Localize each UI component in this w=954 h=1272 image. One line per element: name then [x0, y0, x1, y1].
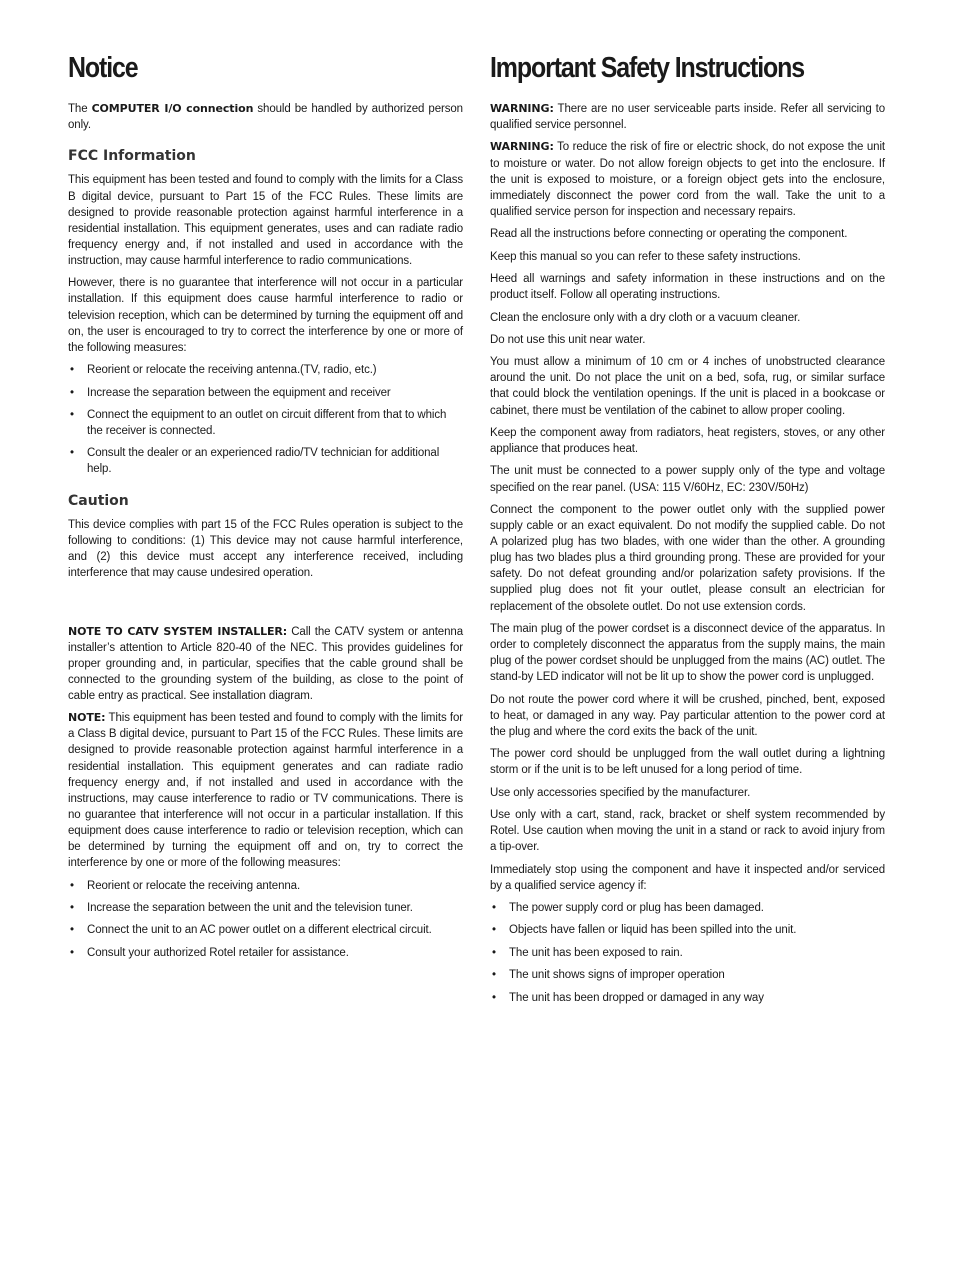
safety-paragraph: You must allow a minimum of 10 cm or 4 inches of unobstructed clearance around the unit. Do not place the unit on a bed, sofa, rug, or similar surface that could block the ventilation openings. If the unit is placed in a bookcase or cabinet, there must be ventilation of the cabinet to allow proper cooling. [490, 356, 885, 417]
safety-paragraph: Heed all warnings and safety information in these instructions and on the product itself. Follow all operating instructions. [490, 273, 885, 302]
warning-label: WARNING: [490, 102, 554, 115]
catv-note [68, 624, 463, 704]
note-bullet: • Increase the separation between the unit and the television tuner. [68, 900, 463, 916]
warning-text: There are no user serviceable parts inside. Refer all servicing to qualified service personnel. [490, 103, 885, 132]
safety-paragraph: Do not use this unit near water. [490, 333, 646, 346]
notice-title: Notice [68, 52, 138, 84]
fcc-bullet: • Consult the dealer or an experienced radio/TV technician for additional help. [68, 445, 463, 477]
warning-service [490, 101, 885, 133]
safety-paragraph: Use only with a cart, stand, rack, bracket or shelf system recommended by Rotel. Use caution when moving the unit in a stand or rack to avoid injury from a tip-over. [490, 809, 885, 854]
safety-paragraph: Immediately stop using the component and have it inspected and/or serviced by a qualified service agency if: [490, 863, 885, 892]
safety-bullet: • The unit shows signs of improper operation [490, 967, 885, 983]
note-bullet: • Connect the unit to an AC power outlet on a different electrical circuit. [68, 922, 463, 938]
safety-paragraph: Read all the instructions before connecting or operating the component. [490, 228, 848, 241]
caution-paragraph: This device complies with part 15 of the FCC Rules operation is subject to the following to conditions: (1) This device may not cause harmful interference, and (2) this device must accept any interference received, including interference that may cause undesired operation. [68, 518, 463, 580]
fcc-bullet: • Connect the equipment to an outlet on circuit different from that to which the receiver is connected. [68, 407, 463, 439]
fcc-note [68, 710, 463, 871]
fcc-note-text: This equipment has been tested and found to comply with the limits for a Class B digital device, pursuant to Part 15 of the FCC Rules. These limits are designed to provide reasonable protection against harmful interference in a residential installation. This equipment generates and can radiate radio frequency energy and, if not installed and used in accordance with the instructions, may cause interference to radio or TV communications. There is no guarantee that interference will not occur in a particular installation. If this equipment does cause interference to radio or television reception, which can be determined by turning the equipment off and on, try to correct the interference by one or more of the following measures: [68, 712, 463, 870]
intro-bold: COMPUTER I/O connection [91, 102, 254, 115]
safety-paragraph: Connect the component to the power outlet only with the supplied power supply cable or an exact equivalent. Do not modify the supplied cable. Do not A polarized plug has two blades, with one wider than the other. A grounding plug has two blades plus a third grounding prong. These are provided for your safety. Do not defeat grounding and/or polarization safety provisions. If the supplied plug does not fit your outlet, please consult an electrician for replacement of the obsolete outlet. Do not use extension cords. [490, 503, 885, 613]
notice-column [68, 50, 463, 967]
catv-note-label: NOTE TO CATV SYSTEM INSTALLER: [68, 624, 288, 638]
safety-paragraph: The power cord should be unplugged from the wall outlet during a lightning storm or if the unit is to be left unused for a long period of time. [490, 748, 885, 777]
notice-intro [68, 101, 463, 133]
fcc-bullet: • Reorient or relocate the receiving antenna.(TV, radio, etc.) [68, 362, 463, 378]
caution-heading: Caution [68, 492, 129, 509]
safety-paragraph: Clean the enclosure only with a dry cloth or a vacuum cleaner. [490, 311, 801, 324]
note-bullet: • Reorient or relocate the receiving antenna. [68, 878, 463, 894]
fcc-bullet: • Increase the separation between the equipment and receiver [68, 385, 463, 401]
warning-label: WARNING: [490, 140, 554, 154]
safety-paragraph: The unit must be connected to a power supply only of the type and voltage specified on the rear panel. (USA: 115 V/60Hz, EC: 230V/50Hz) [490, 465, 885, 494]
fcc-bullet-list [68, 362, 463, 477]
fcc-paragraph-1: This equipment has been tested and found to comply with the limits for a Class B digital device, pursuant to Part 15 of the FCC Rules. These limits are designed to provide reasonable protection against harmful interference in a residential installation. This equipment generates, uses and can radiate radio frequency energy and, if not installed and used in accordance with the instruction, may cause harmful interference to radio communications. [68, 174, 463, 267]
fcc-heading: FCC Information [68, 148, 196, 165]
fcc-note-label: NOTE: [68, 711, 106, 725]
safety-bullet: • Objects have fallen or liquid has been spilled into the unit. [490, 922, 885, 938]
note-bullet: • Consult your authorized Rotel retailer for assistance. [68, 945, 463, 961]
catv-note-text: Call the CATV system or antenna installer’s attention to Article 820-40 of the NEC. This provides guidelines for proper grounding and, in particular, specifies that the cable ground shall be connected to the grounding system of the building, as close to the point of cable entry as practical. See installation diagram. [68, 625, 463, 702]
intro-post: should be handled by authorized person only. [68, 103, 463, 132]
fcc-paragraph-2: However, there is no guarantee that interference will not occur in a particular installation. If this equipment does cause harmful interference to radio or television reception, which can be determined by turning the equipment off and on, the user is encouraged to try to correct the interference by one or more of the following measures: [68, 277, 463, 354]
safety-paragraph: Keep the component away from radiators, heat registers, stoves, or any other appliance that produces heat. [490, 426, 885, 456]
safety-column [490, 50, 885, 1012]
intro-pre: The [68, 103, 92, 115]
safety-bullet: • The unit has been exposed to rain. [490, 945, 885, 961]
safety-paragraph: Do not route the power cord where it will be crushed, pinched, bent, exposed to heat, or damaged in any way. Pay particular attention to the power cord at the plug and where the cord exits the back of the unit. [490, 693, 885, 738]
safety-bullet: • The unit has been dropped or damaged in any way [490, 990, 885, 1006]
safety-bullet: • The power supply cord or plug has been damaged. [490, 900, 885, 916]
safety-paragraph: Keep this manual so you can refer to these safety instructions. [490, 250, 801, 263]
safety-paragraph: The main plug of the power cordset is a disconnect device of the apparatus. In order to completely disconnect the apparatus from the supply mains, the main plug of the power cordset should be unplugged from the mains (AC) outlet. The stand-by LED indicator will not be lit up to show the power cord is unplugged. [490, 622, 885, 684]
safety-title: Important Safety Instructions [490, 52, 805, 84]
safety-paragraph: Use only accessories specified by the manufacturer. [490, 786, 751, 799]
note-bullet-list [68, 878, 463, 961]
safety-bullet-list [490, 900, 885, 1006]
warning-text: To reduce the risk of fire or electric shock, do not expose the unit to moisture or water. Do not allow foreign objects to get into the enclosure. If the unit is exposed to moisture, or a foreign object gets into the enclosure, immediately disconnect the power cord from the wall. Take the unit to a qualified service person for inspection and necessary repairs. [490, 141, 885, 218]
warning-moisture [490, 139, 885, 219]
